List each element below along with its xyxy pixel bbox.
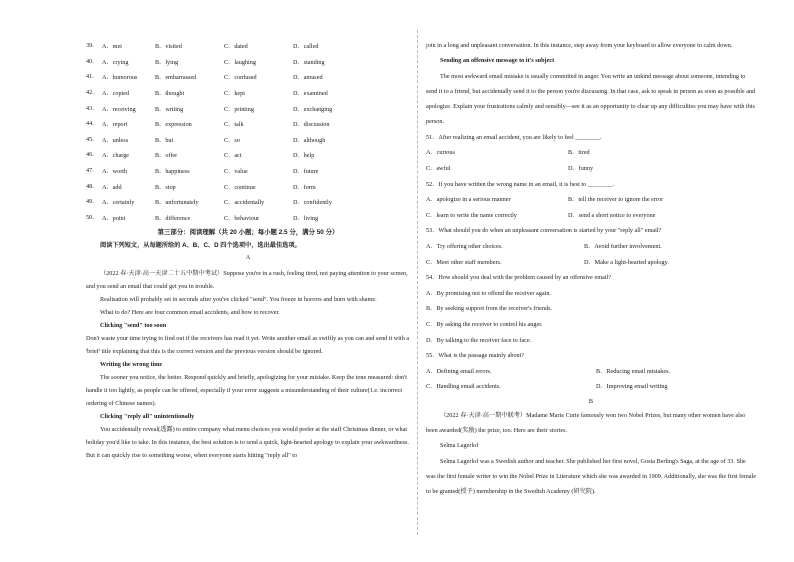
option: D．living	[293, 214, 319, 222]
passage-a-paragraph: Realisation will probably set in seconds after you've clicked "send". You freeze in horrors and burn with shame.	[100, 296, 377, 304]
question-number: 40.	[86, 57, 94, 65]
passage-a-paragraph: Don't waste your time trying to find out if the receivers has read it yet. Write another email as swiftly as you can and send it with a 'brief' title explaining that this is the correct version and the previous version should be ignored.	[86, 335, 410, 356]
option: D．examined	[293, 90, 328, 98]
question-52-options	[426, 192, 756, 208]
passage-a-paragraph: What to do? Here are four common email accidents, and how to recover.	[100, 309, 280, 317]
option: A．worth	[102, 168, 128, 176]
option: C．act	[224, 152, 242, 160]
cloze-option-row	[86, 163, 410, 179]
cloze-option-row	[86, 178, 410, 194]
left-column	[86, 38, 410, 462]
question-53-options	[426, 239, 756, 255]
option: D．called	[293, 43, 319, 51]
question-52: 52．If you have written the wrong name in an email, it is best to ________.	[426, 180, 614, 188]
option: B．tell the receiver to ignore the error	[568, 196, 664, 204]
option: A．humorous	[102, 74, 138, 82]
question-number: 50.	[86, 213, 94, 221]
cloze-option-row	[86, 132, 410, 148]
question-55: 55．What is the passage mainly about?	[426, 352, 525, 360]
option: C．By asking the receiver to control his anger.	[426, 320, 543, 328]
option: D．Make a light-hearted apology.	[584, 258, 669, 266]
option: C．talk	[224, 121, 244, 129]
question-number: 42.	[86, 89, 94, 97]
passage-b-intro: （2022 春·天津·高一期中联考）Madame Marie Curie famously won two Nobel Prizes, but many other women have also been awarded(奖励) the prize, too. Here are their stories.	[426, 411, 746, 435]
passage-a-paragraph: The most awkward email mistake is usually committed in anger. You write an unkind message about someone, intending to send it to a friend, but accidentally send it to the person you're discussing. In that case, ask to speak in person as soon as possible and apologize. Explain your frustrations calmly and sensibly—see it as an opportunity to clear up any difficulties you may have with this person.	[426, 72, 756, 126]
option: A．curious	[426, 149, 455, 157]
cloze-option-row	[86, 38, 410, 54]
question-number: 47.	[86, 167, 94, 175]
option: A．met	[102, 43, 122, 51]
option: C．dated	[224, 43, 248, 51]
option: D．although	[293, 136, 326, 144]
option: B．difference	[155, 214, 191, 222]
passage-a-subheading: Sending an offensive message to it's subject	[440, 57, 555, 65]
question-51-options	[426, 145, 756, 161]
option: D．help	[293, 152, 315, 160]
option: C．Handling email accidents.	[426, 383, 501, 391]
passage-a-paragraph: You accidentally reveal(透露) to entire company what menu choices you would prefer at the staff Christmas dinner, or what holiday you'd like to take. In this instance, the best solution is to send a quick, light-hearted apology to explain your awkwardness. But it can quickly rise to something worse, when everyone starts hitting "reply all" to	[86, 426, 409, 460]
option: D．confidently	[293, 199, 332, 207]
column-divider	[417, 30, 418, 535]
question-55-options	[426, 379, 756, 395]
option: A．point	[102, 214, 126, 222]
question-55-options	[426, 364, 756, 380]
option: D．discussion	[293, 121, 330, 129]
option: A．receiving	[102, 105, 136, 113]
passage-letter-a: A	[245, 254, 251, 262]
option: B．unfortunately	[155, 199, 199, 207]
option: D．By talking to the receiver face to face.	[426, 336, 532, 344]
option: C．Meet other staff members.	[426, 258, 502, 266]
question-51-options	[426, 161, 756, 177]
cloze-option-row	[86, 116, 410, 132]
option: A．add	[102, 183, 122, 191]
cloze-option-row	[86, 210, 410, 226]
option: B．thought	[155, 90, 185, 98]
option: A．By promising not to offend the receiver again.	[426, 289, 551, 297]
question-51: 51．After realizing an email accident, you are likely to feel ________.	[426, 133, 602, 141]
cloze-option-row	[86, 54, 410, 70]
option: C．so	[224, 136, 240, 144]
option: A．Defining email errors.	[426, 367, 492, 375]
option: D．standing	[293, 58, 325, 66]
option: A．apologize in a serious manner	[426, 196, 511, 204]
passage-a-paragraph: join in a long and unpleasant conversation. In this instance, step away from your keyboard to allow everyone to calm down.	[426, 42, 733, 49]
cloze-option-row	[86, 69, 410, 85]
option: B．By seeking support from the receiver's friends.	[426, 305, 553, 313]
question-number: 43.	[86, 104, 94, 112]
question-number: 39.	[86, 42, 94, 50]
option: D．form	[293, 183, 316, 191]
question-number: 49.	[86, 198, 94, 206]
question-52-options	[426, 208, 756, 224]
cloze-option-row	[86, 147, 410, 163]
option: B．writing	[155, 105, 184, 113]
option: A．Try offering other choices.	[426, 242, 503, 250]
option: D．amused	[293, 74, 323, 82]
question-number: 46.	[86, 151, 94, 159]
option: C．confused	[224, 74, 257, 82]
section-heading: 第三部分：阅读理解（共 20 小题；每小题 2.5 分，满分 50 分）	[157, 229, 339, 237]
passage-a-paragraph: The sooner you notice, the better. Respond quickly and briefly, apologizing for your mistake. Keep the tone measured: don't handle it too lightly, as people can be offered, especially if your error suggests a misunderstanding of their culture(1.e. incorrect ordering of Chinese names).	[86, 374, 407, 408]
section-instruction: 阅读下列短文，从每题所给的 A、B、C、D 四个选项中，选出最佳选项。	[100, 242, 301, 250]
option: A．unless	[102, 136, 129, 144]
question-53: 53．What should you do when an unpleasant conversation is started by your "reply all" email?	[426, 227, 662, 235]
option: C．kept	[224, 90, 245, 98]
cloze-option-row	[86, 100, 410, 116]
option: D．future	[293, 168, 319, 176]
option: D．send a short notice to everyone	[568, 211, 656, 219]
option: D．exchanging	[293, 105, 333, 113]
option: B．offer	[155, 152, 178, 160]
option: C．behaviour	[224, 214, 260, 222]
option: C．accidentally	[224, 199, 265, 207]
option: C．printing	[224, 105, 254, 113]
option: A．crying	[102, 58, 129, 66]
right-column	[426, 38, 756, 500]
question-number: 44.	[86, 120, 94, 128]
question-53-options	[426, 255, 756, 271]
option: C．value	[224, 168, 248, 176]
option: A．copied	[102, 90, 130, 98]
option: A．charge	[102, 152, 130, 160]
passage-a-subheading: Clicking "reply all" unintentionally	[100, 413, 195, 421]
option: B．but	[155, 136, 174, 144]
passage-letter-b: B	[588, 397, 594, 405]
question-number: 41.	[86, 73, 94, 81]
question-number: 48.	[86, 182, 94, 190]
option: B．expression	[155, 121, 192, 129]
option: D．funny	[568, 164, 594, 172]
cloze-option-row	[86, 85, 410, 101]
option: A．report	[102, 121, 128, 129]
passage-a-intro: （2022 春·天津·高一天津二十五中期中考试）Suppose you're in a rush, feeling tired, not paying attention to your screen, and you send an email that could get you in trouble.	[86, 270, 408, 291]
option: B．stop	[155, 183, 176, 191]
question-number: 45.	[86, 135, 94, 143]
passage-b-paragraph: Selma Lagerlof was a Swedish author and teacher. She published her first novel, Gosta Berling's Saga, at the age of 33. She was the first female writer to win the Nobel Prize in Literature which she was awarded in 1909. Additionally, she was the first female to be granted(授予) membership in the Swedish Academy (研究院).	[426, 457, 757, 496]
option: B．lying	[155, 58, 179, 66]
option: B．happiness	[155, 168, 190, 176]
question-54: 54．How should you deal with the problem caused by an offensive email?	[426, 274, 611, 282]
option: D．Improving email writing	[596, 383, 668, 391]
cloze-option-row	[86, 194, 410, 210]
option: C．laughing	[224, 58, 256, 66]
option: B．tired	[568, 149, 590, 157]
passage-a-subheading: Writing the wrong time	[100, 361, 163, 369]
passage-b-name: Selma Lagerlof	[440, 442, 479, 450]
option: B．embarrassed	[155, 74, 197, 82]
cloze-options-list	[86, 38, 410, 225]
option: B．Avoid further involvement.	[584, 242, 662, 250]
passage-a-subheading: Clicking "send" too soon	[100, 322, 167, 330]
option: C．awful	[426, 164, 451, 172]
option: C．learn to write the name correctly	[426, 211, 517, 219]
option: C．continue	[224, 183, 256, 191]
option: B．Reducing email mistakes.	[596, 367, 671, 375]
option: B．visited	[155, 43, 182, 51]
option: A．certainly	[102, 199, 135, 207]
